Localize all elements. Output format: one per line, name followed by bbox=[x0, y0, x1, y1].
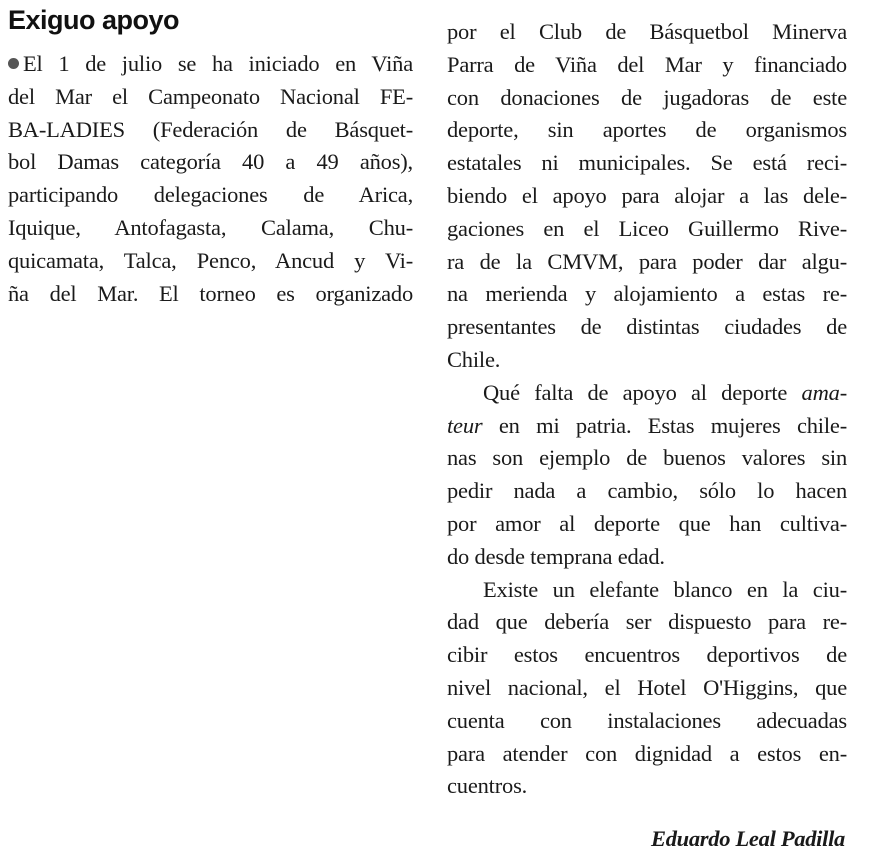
text-line bbox=[447, 377, 847, 410]
text-line: presentantes de distintas ciudades de bbox=[447, 314, 847, 340]
italic-text: ama- bbox=[801, 379, 847, 405]
text-line: deporte, sin aportes de organismos bbox=[447, 117, 847, 143]
text-line bbox=[447, 410, 847, 443]
text-line-content: en mi patria. Estas mujeres chile- bbox=[482, 412, 847, 438]
text-line: cibir estos encuentros deportivos de bbox=[447, 642, 847, 668]
text-line: participando delegaciones de Arica, bbox=[8, 182, 413, 208]
text-line: nivel nacional, el Hotel O'Higgins, que bbox=[447, 674, 847, 700]
text-line: cuentros. bbox=[447, 773, 528, 799]
text-line: cuenta con instalaciones adecuadas bbox=[447, 707, 847, 733]
text-line: ra de la CMVM, para poder dar algu- bbox=[447, 248, 847, 274]
left-column bbox=[8, 48, 413, 310]
text-line-content: Qué falta de apoyo al deporte bbox=[483, 379, 802, 405]
text-line: do desde temprana edad. bbox=[447, 543, 665, 569]
text-line: dad que debería ser dispuesto para re- bbox=[447, 609, 847, 635]
text-line: del Mar el Campeonato Nacional FE- bbox=[8, 83, 413, 109]
text-line: para atender con dignidad a estos en- bbox=[447, 740, 847, 766]
article-title: Exiguo apoyo bbox=[8, 5, 180, 35]
text-line: Chile. bbox=[447, 346, 501, 372]
text-line: na merienda y alojamiento a estas re- bbox=[447, 281, 847, 307]
author-signature: Eduardo Leal Padilla bbox=[650, 826, 845, 851]
text-line: estatales ni municipales. Se está reci- bbox=[447, 150, 847, 176]
text-line: por amor al deporte que han cultiva- bbox=[447, 510, 847, 536]
text-line: biendo el apoyo para alojar a las dele- bbox=[447, 182, 847, 208]
text-line: Parra de Viña del Mar y financiado bbox=[447, 51, 847, 77]
text-line bbox=[8, 48, 413, 81]
text-line: quicamata, Talca, Penco, Ancud y Vi- bbox=[8, 247, 413, 273]
text-line: Existe un elefante blanco en la ciu- bbox=[483, 576, 847, 602]
italic-text: teur bbox=[447, 412, 483, 438]
text-line: pedir nada a cambio, sólo lo hacen bbox=[447, 478, 847, 504]
bullet-icon bbox=[8, 58, 19, 69]
text-line: bol Damas categoría 40 a 49 años), bbox=[8, 149, 413, 175]
text-line: Iquique, Antofagasta, Calama, Chu- bbox=[8, 214, 413, 240]
text-line: gaciones en el Liceo Guillermo Rive- bbox=[447, 215, 847, 241]
text-line-content: El 1 de julio se ha iniciado en Viña bbox=[23, 51, 413, 76]
right-column bbox=[447, 16, 847, 803]
text-line: con donaciones de jugadoras de este bbox=[447, 84, 847, 110]
text-line: BA-LADIES (Federación de Básquet- bbox=[8, 116, 413, 142]
text-line: por el Club de Básquetbol Minerva bbox=[447, 19, 847, 44]
text-line: nas son ejemplo de buenos valores sin bbox=[447, 445, 847, 471]
text-line: ña del Mar. El torneo es organizado bbox=[8, 280, 413, 306]
